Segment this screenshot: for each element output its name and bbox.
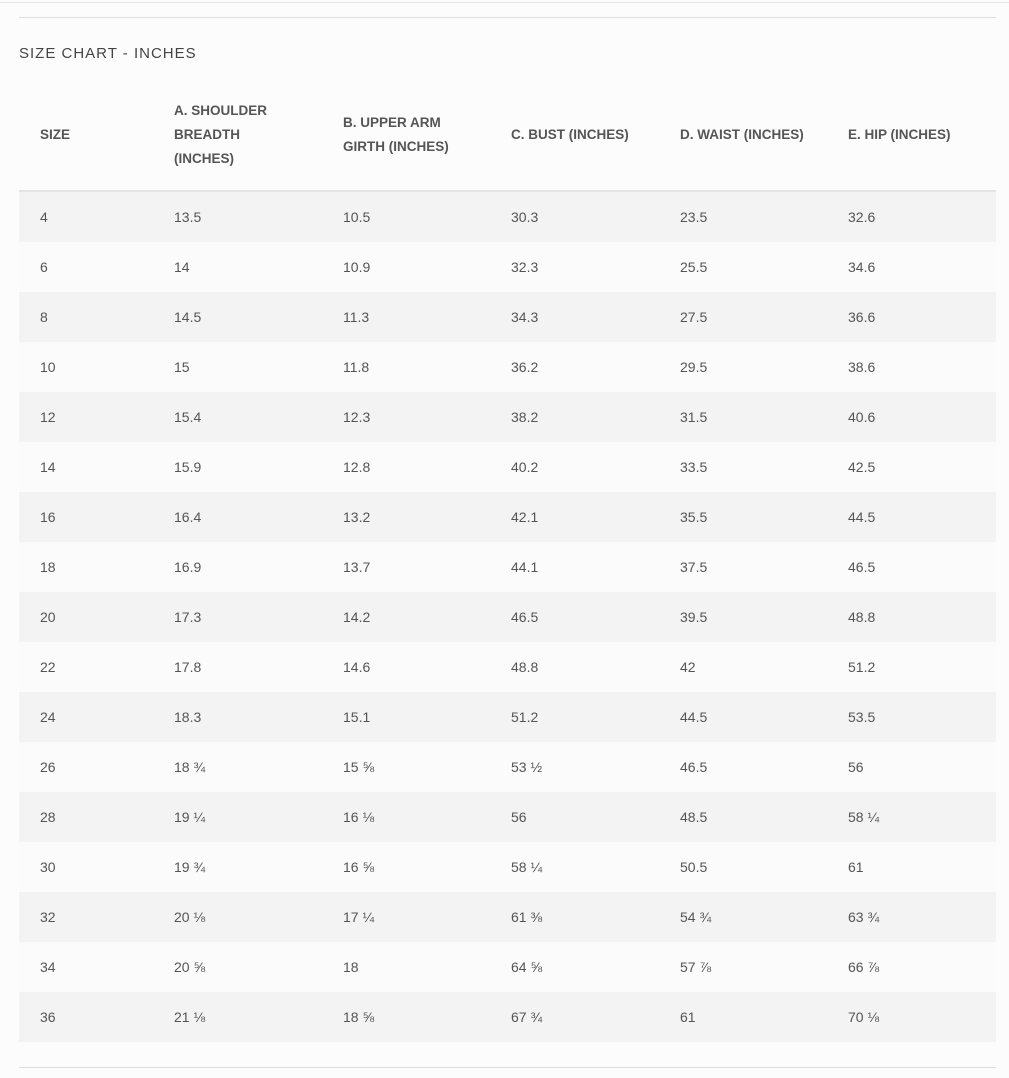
cell-shoulder-breadth: 19 ¾ [174, 842, 343, 892]
cell-bust: 34.3 [511, 292, 680, 342]
cell-size: 34 [19, 942, 174, 992]
cell-waist: 29.5 [680, 342, 848, 392]
header-row [19, 80, 996, 191]
cell-upper-arm-girth: 12.8 [343, 442, 511, 492]
cell-waist: 44.5 [680, 692, 848, 742]
cell-hip: 38.6 [848, 342, 996, 392]
cell-upper-arm-girth: 15.1 [343, 692, 511, 742]
cell-size: 28 [19, 792, 174, 842]
cell-hip: 46.5 [848, 542, 996, 592]
cell-hip: 36.6 [848, 292, 996, 342]
cell-waist: 50.5 [680, 842, 848, 892]
size-chart-title: SIZE CHART - INCHES [19, 45, 197, 62]
cell-hip: 66 ⅞ [848, 942, 996, 992]
cell-waist: 27.5 [680, 292, 848, 342]
table-row [19, 642, 996, 692]
table-row [19, 992, 996, 1042]
table-row [19, 392, 996, 442]
top-divider [19, 17, 996, 18]
cell-waist: 61 [680, 992, 848, 1042]
cell-upper-arm-girth: 10.9 [343, 242, 511, 292]
table-row [19, 492, 996, 542]
cell-waist: 37.5 [680, 542, 848, 592]
cell-size: 32 [19, 892, 174, 942]
cell-shoulder-breadth: 18.3 [174, 692, 343, 742]
header-size: SIZE [19, 80, 174, 191]
table-body [19, 191, 996, 1042]
cell-waist: 33.5 [680, 442, 848, 492]
table-row [19, 342, 996, 392]
cell-size: 6 [19, 242, 174, 292]
table-row [19, 292, 996, 342]
cell-upper-arm-girth: 11.3 [343, 292, 511, 342]
cell-size: 16 [19, 492, 174, 542]
cell-waist: 54 ¾ [680, 892, 848, 942]
cell-waist: 39.5 [680, 592, 848, 642]
cell-upper-arm-girth: 16 ⅝ [343, 842, 511, 892]
cell-bust: 64 ⅝ [511, 942, 680, 992]
cell-size: 10 [19, 342, 174, 392]
cell-bust: 36.2 [511, 342, 680, 392]
cell-bust: 42.1 [511, 492, 680, 542]
cell-upper-arm-girth: 15 ⅝ [343, 742, 511, 792]
cell-bust: 56 [511, 792, 680, 842]
cell-shoulder-breadth: 14 [174, 242, 343, 292]
cell-shoulder-breadth: 21 ⅛ [174, 992, 343, 1042]
cell-shoulder-breadth: 20 ⅛ [174, 892, 343, 942]
cell-bust: 58 ¼ [511, 842, 680, 892]
cell-shoulder-breadth: 20 ⅝ [174, 942, 343, 992]
bottom-divider [19, 1067, 996, 1068]
cell-upper-arm-girth: 13.2 [343, 492, 511, 542]
table-header [19, 80, 996, 191]
cell-shoulder-breadth: 15.9 [174, 442, 343, 492]
table-row [19, 592, 996, 642]
cell-shoulder-breadth: 16.9 [174, 542, 343, 592]
table-row [19, 542, 996, 592]
table-row [19, 191, 996, 242]
cell-size: 14 [19, 442, 174, 492]
cell-size: 22 [19, 642, 174, 692]
cell-waist: 48.5 [680, 792, 848, 842]
table-row [19, 842, 996, 892]
cell-upper-arm-girth: 10.5 [343, 191, 511, 242]
cell-upper-arm-girth: 18 [343, 942, 511, 992]
cell-hip: 56 [848, 742, 996, 792]
cell-hip: 32.6 [848, 191, 996, 242]
header-waist: D. WAIST (INCHES) [680, 80, 848, 191]
cell-bust: 48.8 [511, 642, 680, 692]
cell-hip: 51.2 [848, 642, 996, 692]
cell-waist: 46.5 [680, 742, 848, 792]
cell-waist: 25.5 [680, 242, 848, 292]
cell-size: 36 [19, 992, 174, 1042]
cell-size: 26 [19, 742, 174, 792]
cell-upper-arm-girth: 11.8 [343, 342, 511, 392]
cell-upper-arm-girth: 16 ⅛ [343, 792, 511, 842]
size-chart-table [19, 80, 996, 1042]
cell-upper-arm-girth: 14.2 [343, 592, 511, 642]
cell-hip: 44.5 [848, 492, 996, 542]
cell-bust: 44.1 [511, 542, 680, 592]
cell-size: 12 [19, 392, 174, 442]
cell-hip: 40.6 [848, 392, 996, 442]
cell-bust: 51.2 [511, 692, 680, 742]
table-row [19, 242, 996, 292]
cell-upper-arm-girth: 14.6 [343, 642, 511, 692]
cell-hip: 48.8 [848, 592, 996, 642]
cell-waist: 35.5 [680, 492, 848, 542]
cell-size: 24 [19, 692, 174, 742]
cell-shoulder-breadth: 19 ¼ [174, 792, 343, 842]
cell-waist: 42 [680, 642, 848, 692]
table-row [19, 942, 996, 992]
cell-bust: 38.2 [511, 392, 680, 442]
table-row [19, 892, 996, 942]
cell-hip: 53.5 [848, 692, 996, 742]
cell-shoulder-breadth: 15.4 [174, 392, 343, 442]
table-row [19, 442, 996, 492]
cell-hip: 34.6 [848, 242, 996, 292]
cell-size: 18 [19, 542, 174, 592]
cell-size: 30 [19, 842, 174, 892]
table-row [19, 742, 996, 792]
cell-size: 8 [19, 292, 174, 342]
cell-hip: 58 ¼ [848, 792, 996, 842]
cell-bust: 30.3 [511, 191, 680, 242]
table-row [19, 792, 996, 842]
cell-bust: 67 ¾ [511, 992, 680, 1042]
cell-size: 4 [19, 191, 174, 242]
cell-shoulder-breadth: 17.3 [174, 592, 343, 642]
cell-upper-arm-girth: 13.7 [343, 542, 511, 592]
cell-upper-arm-girth: 18 ⅝ [343, 992, 511, 1042]
top-edge-divider [0, 2, 1009, 3]
header-upper-arm-girth: B. UPPER ARM GIRTH (INCHES) [343, 80, 511, 191]
cell-shoulder-breadth: 17.8 [174, 642, 343, 692]
cell-bust: 53 ½ [511, 742, 680, 792]
cell-shoulder-breadth: 18 ¾ [174, 742, 343, 792]
cell-hip: 63 ¾ [848, 892, 996, 942]
table-row [19, 692, 996, 742]
cell-size: 20 [19, 592, 174, 642]
cell-hip: 42.5 [848, 442, 996, 492]
cell-shoulder-breadth: 15 [174, 342, 343, 392]
cell-hip: 61 [848, 842, 996, 892]
cell-hip: 70 ⅛ [848, 992, 996, 1042]
cell-bust: 40.2 [511, 442, 680, 492]
cell-upper-arm-girth: 12.3 [343, 392, 511, 442]
cell-waist: 23.5 [680, 191, 848, 242]
cell-upper-arm-girth: 17 ¼ [343, 892, 511, 942]
cell-waist: 31.5 [680, 392, 848, 442]
header-bust: C. BUST (INCHES) [511, 80, 680, 191]
header-shoulder-breadth: A. SHOULDER BREADTH (INCHES) [174, 80, 343, 191]
cell-bust: 32.3 [511, 242, 680, 292]
cell-bust: 46.5 [511, 592, 680, 642]
cell-waist: 57 ⅞ [680, 942, 848, 992]
cell-shoulder-breadth: 16.4 [174, 492, 343, 542]
cell-shoulder-breadth: 14.5 [174, 292, 343, 342]
cell-shoulder-breadth: 13.5 [174, 191, 343, 242]
cell-bust: 61 ⅜ [511, 892, 680, 942]
header-hip: E. HIP (INCHES) [848, 80, 996, 191]
